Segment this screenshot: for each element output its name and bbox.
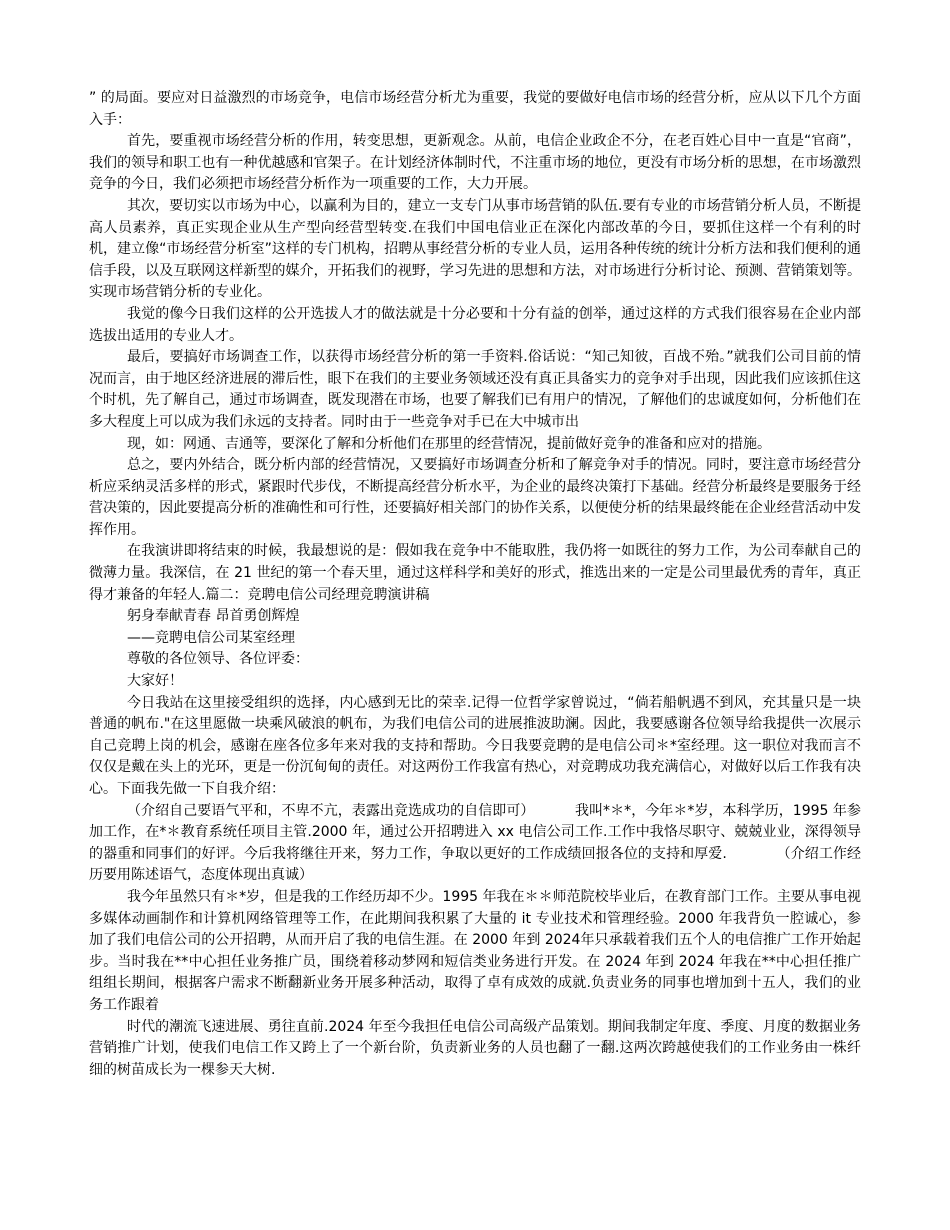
paragraph-current-role: 时代的潮流飞速进展、勇往直前.2024 年至今我担任电信公司高级产品策划。期间我制定年度、季度、月度的数据业务营销推广计划，使我们电信工作又跨上了一个新台阶，负责新业务的人员也翻了一翻.这两次跨越使我们的工作业务由一株纤细的树苗成长为一棵参天大树. [89, 1018, 861, 1078]
greeting: 大家好！ [127, 673, 183, 690]
paragraph-work-experience: 我今年虽然只有＊*岁，但是我的工作经历却不少。1995 年我在＊＊师范院校毕业后，在教育部门工作。主要从事电视多媒体动画制作和计算机网络管理等工作，在此期间我积累了大量的 it 专业技术和管理经验。2000 年我背负一腔诚心，参加了我们电信公司的公开招聘，从而开启了我的电信生涯。在 2000 年到 2024年只承载着我们五个人的电信推广工作开始起步。当时我在**中心担任业务推广员，围绕着移动梦网和短信类业务进行开发。在 2024 年到 2024 年我在**中心担任推广组组长期间，根据客户需求不断翻新业务开展多种活动，取得了卓有成效的成就.负责业务的同事也增加到十五人，我们的业务工作跟着 [89, 888, 861, 1013]
paragraph-selection-remark: 我觉的像今日我们这样的公开选拔人才的做法就是十分必要和十分有益的创举，通过这样的方式我们很容易在企业内部选拔出适用的专业人才。 [89, 305, 861, 344]
paragraph-last-point: 最后，要搞好市场调查工作，以获得市场经营分析的第一手资料.俗话说：“知己知彼，百战不殆。”就我们公司目前的情况而言，由于地区经济进展的滞后性，眼下在我们的主要业务领域还没有真正具备实力的竞争对手出现，因此我们应该抓住这个时机，先了解自己，通过市场调查，既发现潜在市场，也要了解我们已有用户的情况，了解他们的忠诚度如何，分析他们在多大程度上可以成为我们永远的支持者。同时由于一些竞争对手已在大中城市出 [89, 349, 861, 430]
paragraph-closing: 在我演讲即将结束的时候，我最想说的是：假如我在竞争中不能取胜，我仍将一如既往的努力工作，为公司奉献自己的微薄力量。我深信，在 21 世纪的第一个春天里，通过这样科学和美好的形式，推选出来的一定是公司里最优秀的青年，真正得才兼备的年轻人.篇二：竞聘电信公司经理竞聘演讲稿 [89, 543, 861, 603]
paragraph-introduction: 今日我站在这里接受组织的选择，内心感到无比的荣幸.记得一位哲学家曾说过，“倘若船帆遇不到风，充其量只是一块普通的帆布."在这里愿做一块乘风破浪的帆布，为我们电信公司的进展推波助澜。因此，我要感谢各位领导给我提供一次展示自己竞聘上岗的机会，感谢在座各位多年来对我的支持和帮助。今日我要竞聘的是电信公司＊*室经理。这一职位对我而言不仅仅是戴在头上的光环，更是一份沉甸甸的责任。对这两份工作我富有热心，对竞聘成功我充满信心，对做好以后工作我有决心。下面我先做一下自我介绍： [89, 694, 861, 797]
speech-title: 躬身奉献青春 昂首勇创辉煌 [127, 608, 300, 625]
paragraph-competitors: 现，如：网通、吉通等，要深化了解和分析他们在那里的经营情况，提前做好竞争的准备和应对的措施。 [127, 435, 771, 452]
paragraph-self-introduction: （介绍自己要语气平和，不卑不亢，表露出竞选成功的自信即可） 我叫*＊*，今年＊*岁，本科学历，1995 年参加工作，在*＊教育系统任项目主管.2000 年，通过公开招聘进入 xx 电信公司工作.工作中我恪尽职守、兢兢业业，深得领导的器重和同事们的好评。今后我将继往开来，努力工作，争取以更好的工作成绩回报各位的支持和厚爱. （介绍工作经历要用陈述语气，态度体现出真诚） [89, 802, 861, 884]
speech-subtitle: ——竞聘电信公司某室经理 [127, 629, 295, 646]
salutation: 尊敬的各位领导、各位评委： [127, 651, 309, 668]
paragraph-first-point: 首先，要重视市场经营分析的作用，转变思想，更新观念。从前，电信企业政企不分，在老百姓心目中一直是“官商”，我们的领导和职工也有一种优越感和官架子。在计划经济体制时代，不注重市场的地位，更没有市场分析的思想，在市场激烈竞争的今日，我们必须把市场经营分析作为一项重要的工作，大力开展。 [89, 133, 861, 193]
paragraph-summary: 总之，要内外结合，既分析内部的经营情况，又要搞好市场调查分析和了解竞争对手的情况。同时，要注意市场经营分析应采纳灵活多样的形式，紧跟时代步伐，不断提高经营分析水平，为企业的最终决策打下基础。经营分析最终是要服务于经营决策的，因此要提高分析的准确性和可行性，还要搞好相关部门的协作关系，以便使分析的结果最终能在企业经营活动中发挥作用。 [89, 457, 861, 538]
document-body [89, 88, 861, 1081]
paragraph-second-point: 其次，要切实以市场为中心，以赢利为目的，建立一支专门从事市场营销的队伍.要有专业的市场营销分析人员，不断提高人员素养，真正实现企业从生产型向经营型转变.在我们中国电信业正在深化内部改革的今日，要抓住这样一个有利的时机，建立像“市场经营分析室”这样的专门机构，招聘从事经营分析的专业人员，运用各种传统的统计分析方法和我们便利的通信手段，以及互联网这样新型的媒介，开拓我们的视野，学习先进的思想和方法，对市场进行分析讨论、预测、营销策划等。实现市场营销分析的专业化。 [89, 197, 861, 301]
paragraph-continuation: ” 的局面。要应对日益激烈的市场竞争，电信市场经营分析尤为重要，我觉的要做好电信市场的经营分析，应从以下几个方面入手： [89, 90, 861, 128]
